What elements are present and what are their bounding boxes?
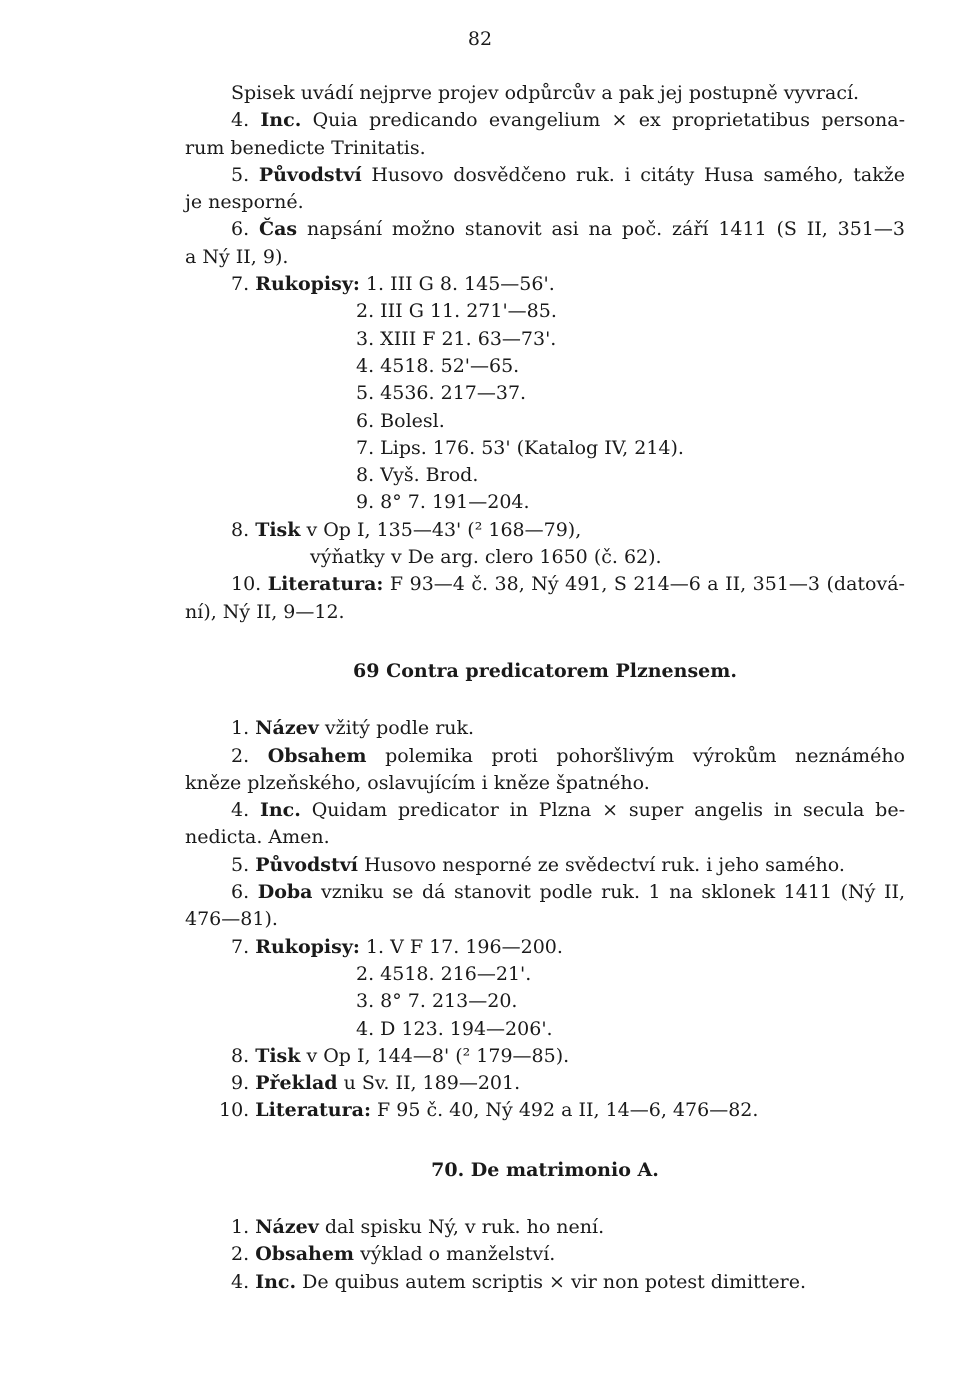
text-line: 8. Tisk v Op I, 144—8' (² 179—85). [231, 1044, 570, 1067]
text-line: 6. Čas napsání možno stanovit asi na poč. září 1411 (S II, 351—3 [231, 218, 905, 241]
page-content [185, 80, 905, 1296]
manuscript-item: 7. Lips. 176. 53' (Katalog IV, 214). [356, 436, 684, 459]
manuscript-item: 5. 4536. 217—37. [356, 382, 527, 405]
manuscript-item: 2. 4518. 216—21'. [356, 962, 532, 985]
text-line: rum benedicte Trinitatis. [185, 136, 426, 159]
text-line: Spisek uvádí nejprve projev odpůrcův a pak jej postupně vyvrací. [231, 82, 860, 104]
manuscript-item: 3. XIII F 21. 63—73'. [356, 327, 557, 350]
text-line: je nesporné. [185, 191, 304, 214]
manuscript-item: 7. Rukopisy: 1. III G 8. 145—56'. [231, 273, 555, 296]
section-title: 69 Contra predicatorem Plznensem. [353, 659, 737, 682]
manuscript-item: 4. D 123. 194—206'. [356, 1017, 553, 1040]
text-line: a Ný II, 9). [185, 245, 289, 268]
text-line: ní), Ný II, 9—12. [185, 600, 345, 623]
text-line: 476—81). [185, 908, 278, 931]
text-line: výňatky v De arg. clero 1650 (č. 62). [310, 546, 662, 569]
page-number: 82 [467, 28, 493, 50]
text-line: kněze plzeňského, oslavujícím i kněze špatného. [185, 771, 650, 794]
manuscript-item: 2. III G 11. 271'—85. [356, 300, 557, 323]
manuscript-item: 4. 4518. 52'—65. [356, 354, 520, 377]
manuscript-item: 9. 8° 7. 191—204. [356, 491, 530, 514]
text-line: 1. Název vžitý podle ruk. [231, 717, 475, 740]
text-line: 6. Doba vzniku se dá stanovit podle ruk. 1 na sklonek 1411 (Ný II, [231, 881, 905, 904]
text-line: 10. Literatura: F 93—4 č. 38, Ný 491, S 214—6 a II, 351—3 (datová- [231, 573, 905, 596]
text-line: 5. Původství Husovo nesporné ze svědectví ruk. i jeho samého. [231, 853, 845, 876]
text-line: 5. Původství Husovo dosvědčeno ruk. i citáty Husa samého, takže [231, 163, 905, 186]
text-line: 9. Překlad u Sv. II, 189—201. [231, 1072, 521, 1095]
section-title: 70. De matrimonio A. [431, 1158, 659, 1181]
text-line: 4. Inc. Quia predicando evangelium × ex proprietatibus persona- [231, 109, 905, 132]
manuscript-item: 3. 8° 7. 213—20. [356, 990, 518, 1013]
text-line: nedicta. Amen. [185, 826, 330, 849]
manuscript-item: 7. Rukopisy: 1. V F 17. 196—200. [231, 935, 563, 958]
text-line: 1. Název dal spisku Ný, v ruk. ho není. [231, 1215, 605, 1238]
text-line: 8. Tisk v Op I, 135—43' (² 168—79), [231, 518, 582, 541]
text-line: 2. Obsahem polemika proti pohoršlivým výrokům neznámého [231, 744, 905, 767]
manuscript-item: 8. Vyš. Brod. [356, 464, 479, 487]
text-line: 4. Inc. Quidam predicator in Plzna × super angelis in secula be- [231, 799, 905, 822]
text-line: 10. Literatura: F 95 č. 40, Ný 492 a II, 14—6, 476—82. [219, 1099, 759, 1122]
text-line: 4. Inc. De quibus autem scriptis × vir non potest dimittere. [231, 1270, 806, 1293]
manuscript-item: 6. Bolesl. [356, 409, 445, 432]
text-line: 2. Obsahem výklad o manželství. [231, 1243, 556, 1266]
